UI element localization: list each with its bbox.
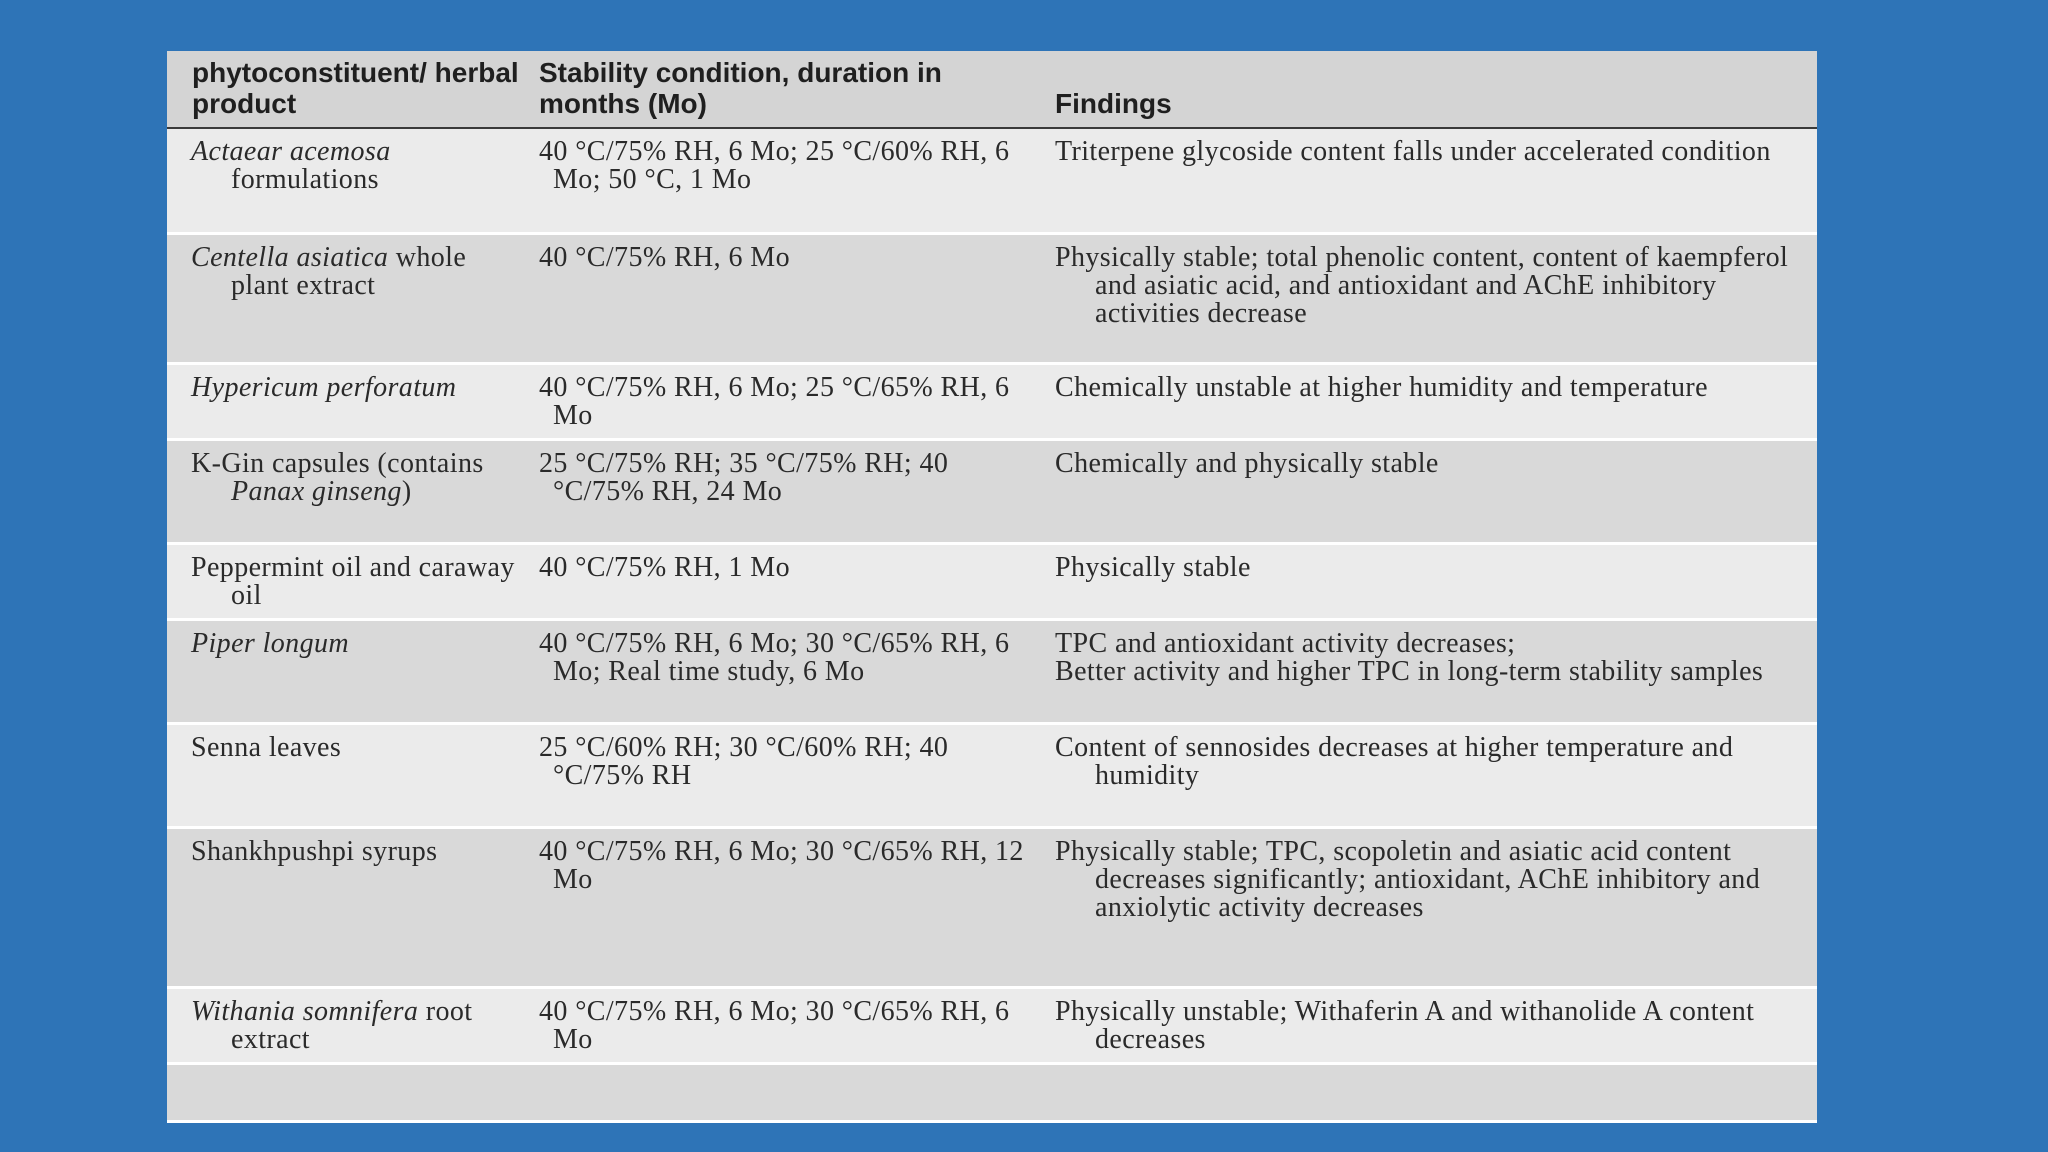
table-row <box>167 828 1817 988</box>
product-name-prefix: K-Gin capsules (contains <box>191 448 484 479</box>
findings-cell: Content of sennosides decreases at higher temperature and humidity <box>1035 724 1817 828</box>
product-name-italic: Actaear acemosa <box>191 136 391 167</box>
header-findings: Findings <box>1035 51 1817 128</box>
table-row-cut-off <box>167 1064 1817 1122</box>
table-row <box>167 128 1817 234</box>
product-cell <box>167 364 529 440</box>
table-header-row <box>167 51 1817 128</box>
findings-cell: Triterpene glycoside content falls under accelerated condition <box>1035 128 1817 234</box>
condition-cell <box>529 1064 1035 1122</box>
findings-cell <box>1035 1064 1817 1122</box>
table-row <box>167 440 1817 544</box>
findings-cell: Physically stable <box>1035 544 1817 620</box>
product-cell <box>167 440 529 544</box>
product-name-italic: Withania somnifera <box>191 996 419 1027</box>
stability-table <box>167 51 1817 1123</box>
findings-cell: Physically unstable; Withaferin A and withanolide A content decreases <box>1035 988 1817 1064</box>
product-cell <box>167 988 529 1064</box>
condition-cell: 40 °C/75% RH, 6 Mo; 30 °C/65% RH, 6 Mo; Real time study, 6 Mo <box>529 620 1035 724</box>
product-name-italic: Panax ginseng <box>231 476 402 507</box>
product-cell: Senna leaves <box>167 724 529 828</box>
findings-cell: Physically stable; TPC, scopoletin and asiatic acid content decreases significantly; antioxidant, AChE inhibitory and anxiolytic activity decreases <box>1035 828 1817 988</box>
product-cell <box>167 1064 529 1122</box>
findings-cell: Physically stable; total phenolic content, content of kaempferol and asiatic acid, and antioxidant and AChE inhibitory activities decrease <box>1035 234 1817 364</box>
condition-cell: 40 °C/75% RH, 1 Mo <box>529 544 1035 620</box>
condition-cell: 40 °C/75% RH, 6 Mo; 25 °C/65% RH, 6 Mo <box>529 364 1035 440</box>
header-product: phytoconstituent/ herbal product <box>167 51 529 128</box>
condition-cell: 40 °C/75% RH, 6 Mo; 25 °C/60% RH, 6 Mo; 50 °C, 1 Mo <box>529 128 1035 234</box>
condition-cell: 40 °C/75% RH, 6 Mo; 30 °C/65% RH, 12 Mo <box>529 828 1035 988</box>
findings-line: Better activity and higher TPC in long-term stability samples <box>1055 656 1764 687</box>
findings-cell: Chemically and physically stable <box>1035 440 1817 544</box>
product-cell <box>167 620 529 724</box>
table-row <box>167 988 1817 1064</box>
condition-cell: 25 °C/60% RH; 30 °C/60% RH; 40 °C/75% RH <box>529 724 1035 828</box>
table-row <box>167 234 1817 364</box>
table-row <box>167 364 1817 440</box>
product-name-rest: whole plant extract <box>231 242 467 301</box>
findings-line: TPC and antioxidant activity decreases; <box>1055 628 1516 659</box>
product-cell <box>167 128 529 234</box>
product-name-suffix: ) <box>401 476 412 507</box>
table-row <box>167 724 1817 828</box>
product-cell <box>167 234 529 364</box>
product-name-rest: root extract <box>231 996 473 1055</box>
condition-cell: 25 °C/75% RH; 35 °C/75% RH; 40 °C/75% RH, 24 Mo <box>529 440 1035 544</box>
findings-cell <box>1035 620 1817 724</box>
table-row <box>167 620 1817 724</box>
condition-cell: 40 °C/75% RH, 6 Mo; 30 °C/65% RH, 6 Mo <box>529 988 1035 1064</box>
stability-table-card <box>167 51 1817 1055</box>
table-row <box>167 544 1817 620</box>
condition-cell: 40 °C/75% RH, 6 Mo <box>529 234 1035 364</box>
header-condition: Stability condition, duration in months (Mo) <box>529 51 1035 128</box>
product-cell: Shankhpushpi syrups <box>167 828 529 988</box>
findings-cell: Chemically unstable at higher humidity and temperature <box>1035 364 1817 440</box>
product-name-italic: Hypericum perforatum <box>191 372 457 403</box>
product-cell: Peppermint oil and caraway oil <box>167 544 529 620</box>
product-name-italic: Piper longum <box>191 628 350 659</box>
product-name-rest: formulations <box>231 164 379 195</box>
product-name-italic: Centella asiatica <box>191 242 389 273</box>
